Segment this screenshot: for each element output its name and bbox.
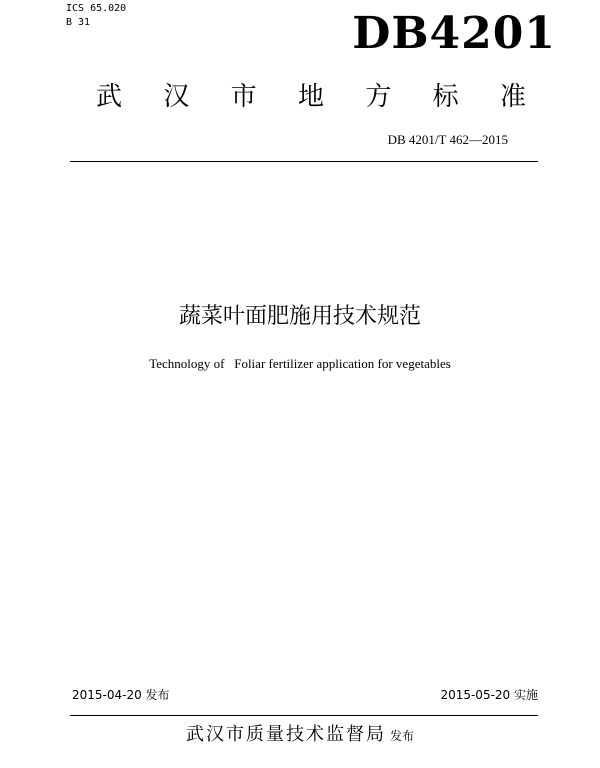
issuer-suffix: 发布 (389, 729, 414, 743)
bottom-divider (70, 715, 538, 716)
title-chinese: 蔬菜叶面肥施用技术规范 (178, 304, 421, 329)
standard-type-char: 武 (96, 82, 123, 112)
implementation-date: 2015-05-20 实施 (440, 688, 538, 702)
standard-type-heading (96, 80, 526, 114)
standard-type-char: 地 (297, 82, 324, 112)
title-english: Technology of Foliar fertilizer application for vegetables (149, 356, 451, 371)
top-divider (70, 161, 538, 162)
standard-code-logo: DB4201 (352, 8, 556, 59)
standard-type-char: 汉 (163, 82, 190, 112)
standard-type-char: 标 (432, 82, 459, 112)
issuer-organization: 武汉市质量技术监督局 (185, 724, 386, 745)
classification-codes (66, 2, 126, 30)
standard-type-char: 方 (365, 82, 392, 112)
standard-type-char: 市 (230, 82, 257, 112)
standard-type-char: 准 (499, 82, 526, 112)
standard-number: DB 4201/T 462—2015 (387, 132, 508, 147)
ics-code: ICS 65.020 (66, 3, 127, 14)
issuer-line (0, 720, 600, 746)
issue-date: 2015-04-20 发布 (72, 688, 170, 702)
ccs-code: B 31 (66, 17, 91, 28)
